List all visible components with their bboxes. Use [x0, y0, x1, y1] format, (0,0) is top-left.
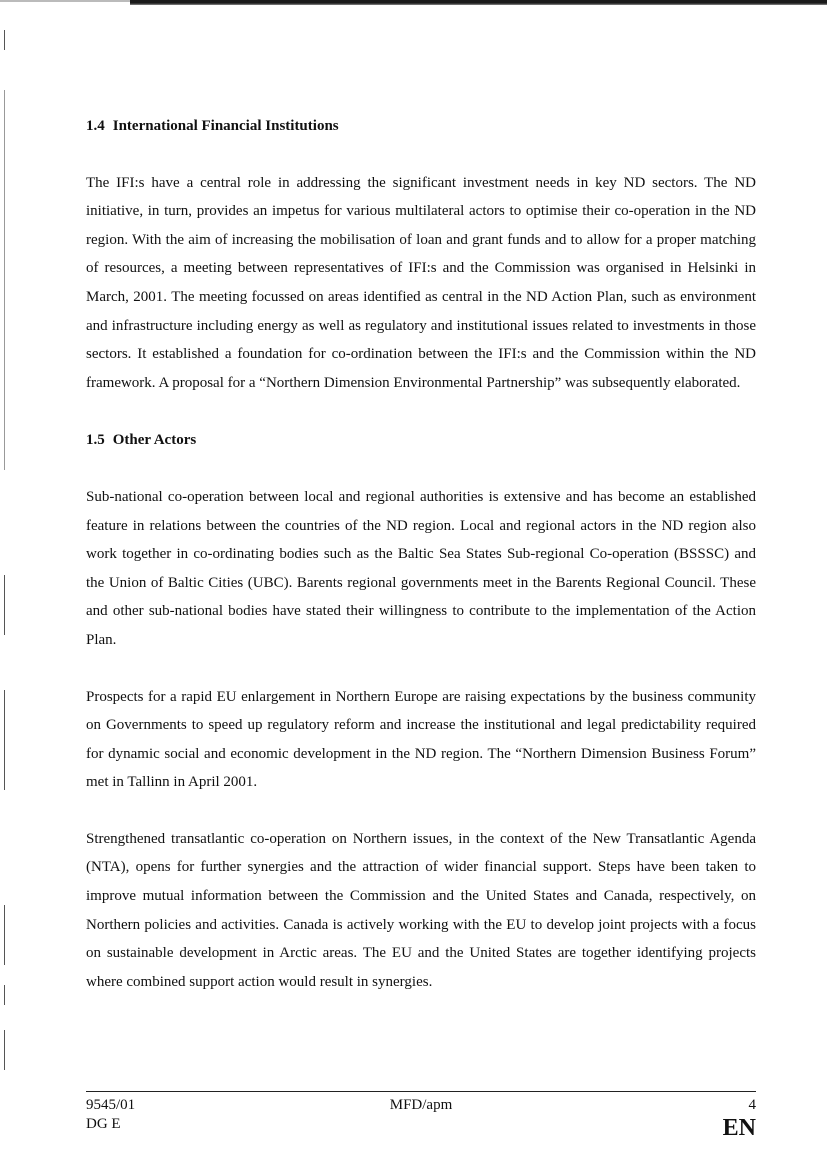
scan-margin-mark	[4, 985, 5, 1005]
section-title: International Financial Institutions	[112, 118, 339, 134]
page-footer	[86, 1096, 756, 1142]
document-number: 9545/01	[86, 1097, 136, 1113]
scan-margin-mark	[4, 30, 5, 50]
section-heading	[86, 426, 756, 455]
footer-reference: MFD/apm	[389, 1097, 453, 1113]
section-number: 1.4	[86, 118, 105, 134]
paragraph: Strengthened transatlantic co-operation on Northern issues, in the context of the New Transatlantic Agenda (NTA), opens for further synergies and the attraction of wider financial support. Steps have been taken to improve mutual information between the Commission and the United States and Canada, respectively, on Northern policies and activities. Canada is actively working with the EU to develop joint projects with a focus on sustainable development in Arctic areas. The EU and the United States are together identifying projects where combined support action would result in synergies.	[86, 830, 756, 990]
scan-margin-mark	[4, 90, 5, 470]
top-scan-edge	[0, 0, 130, 2]
footer-right	[723, 1096, 756, 1141]
scan-margin-mark	[4, 690, 5, 790]
section-heading	[86, 112, 756, 141]
document-body	[86, 112, 756, 996]
top-scan-border	[130, 0, 827, 5]
scan-margin-mark	[4, 575, 5, 635]
footer-divider	[86, 1091, 756, 1092]
paragraph: Prospects for a rapid EU enlargement in Northern Europe are raising expectations by the business community on Governments to speed up regulatory reform and increase the institutional and legal predictability required for dynamic social and economic development in the ND region. The “Northern Dimension Business Forum” met in Tallinn in April 2001.	[86, 688, 756, 791]
paragraph: The IFI:s have a central role in addressing the significant investment needs in key ND sectors. The ND initiative, in turn, provides an impetus for various multilateral actors to optimise their co-operation in the ND region. With the aim of increasing the mobilisation of loan and grant funds and to allow for a proper matching of resources, a meeting between representatives of IFI:s and the Commission was organised in Helsinki in March, 2001. The meeting focussed on areas identified as central in the ND Action Plan, such as environment and infrastructure including energy as well as regulatory and institutional issues related to investments in those sectors. It established a foundation for co-ordination between the IFI:s and the Commission within the ND framework. A proposal for a “Northern Dimension Environmental Partnership” was subsequently elaborated.	[86, 174, 756, 391]
page-number: 4	[748, 1097, 756, 1113]
scan-margin-mark	[4, 1030, 5, 1070]
scan-margin-mark	[4, 905, 5, 965]
language-code: EN	[722, 1115, 756, 1141]
section-title: Other Actors	[112, 432, 197, 449]
section-number: 1.5	[86, 432, 105, 449]
paragraph: Sub-national co-operation between local and regional authorities is extensive and has become an established feature in relations between the countries of the ND region. Local and regional actors in the ND region also work together in co-ordinating bodies such as the Baltic Sea States Sub-regional Co-operation (BSSSC) and the Union of Baltic Cities (UBC). Barents regional governments meet in the Barents Regional Council. These and other sub-national bodies have stated their willingness to contribute to the implementation of the Action Plan.	[86, 488, 756, 648]
directorate: DG E	[86, 1116, 121, 1132]
